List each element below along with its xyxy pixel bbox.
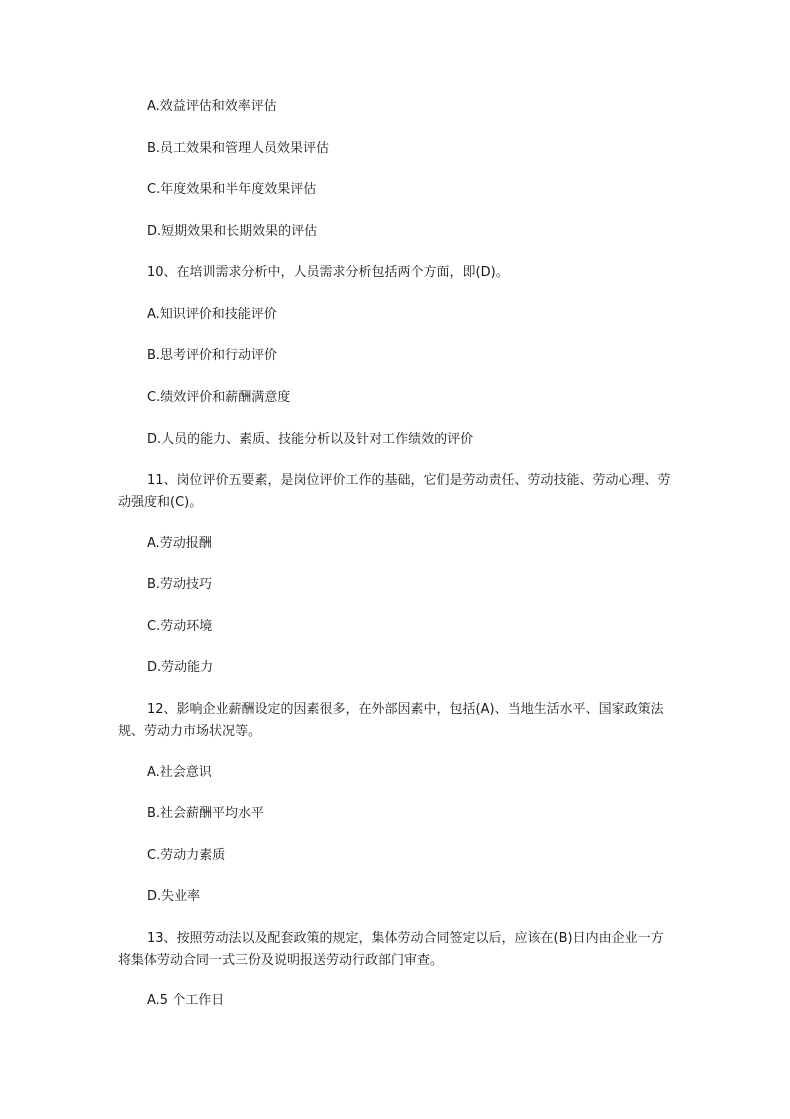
option-d: D.劳动能力 xyxy=(147,660,214,675)
question-11: 11、岗位评价五要素，是岗位评价工作的基础，它们是劳动责任、劳动技能、劳动心理、劳动强度和(C)。 xyxy=(118,473,671,510)
option-d: D.短期效果和长期效果的评估 xyxy=(147,224,318,239)
option-c: C.劳动力素质 xyxy=(147,848,226,863)
option-a: A.社会意识 xyxy=(147,765,212,780)
question-13: 13、按照劳动法以及配套政策的规定，集体劳动合同签定以后，应该在(B)日内由企业一方将集体劳动合同一式三份及说明报送劳动行政部门审查。 xyxy=(118,931,664,968)
option-b: B.思考评价和行动评价 xyxy=(147,348,278,363)
option-b: B.社会薪酬平均水平 xyxy=(147,806,265,821)
option-a: A.劳动报酬 xyxy=(147,536,212,551)
option-b: B.员工效果和管理人员效果评估 xyxy=(147,141,330,156)
option-d: D.失业率 xyxy=(147,889,201,904)
option-a: A.5 个工作日 xyxy=(147,993,225,1008)
option-c: C.年度效果和半年度效果评估 xyxy=(147,182,317,197)
option-c: C.绩效评价和薪酬满意度 xyxy=(147,390,291,405)
option-a: A.知识评价和技能评价 xyxy=(147,307,277,322)
question-10: 10、在培训需求分析中，人员需求分析包括两个方面，即(D)。 xyxy=(147,265,509,280)
option-d: D.人员的能力、素质、技能分析以及针对工作绩效的评价 xyxy=(147,432,474,447)
option-a: A.效益评估和效率评估 xyxy=(147,99,277,114)
question-12: 12、影响企业薪酬设定的因素很多，在外部因素中，包括(A)、当地生活水平、国家政策法规、劳动力市场状况等。 xyxy=(118,702,664,739)
option-c: C.劳动环境 xyxy=(147,619,213,634)
option-b: B.劳动技巧 xyxy=(147,577,213,592)
